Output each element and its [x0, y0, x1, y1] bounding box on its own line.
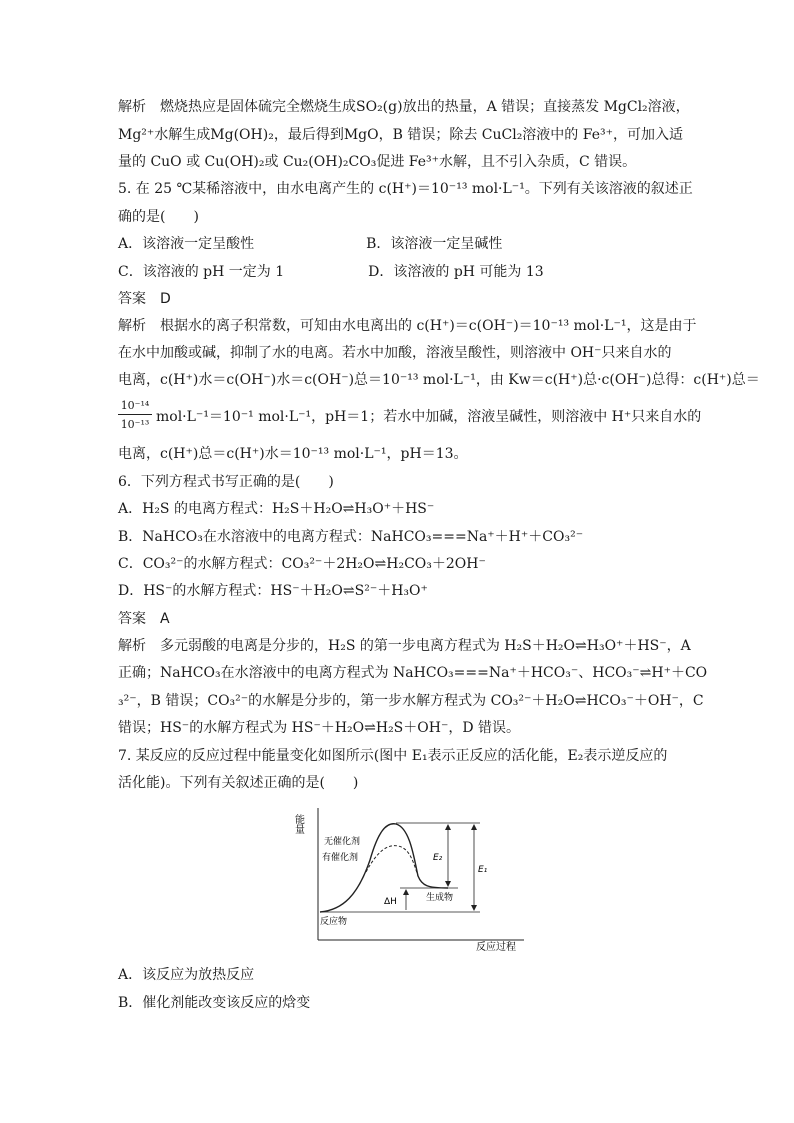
- question-5-stem: 5. 在 25 ℃某稀溶液中，由水电离产生的 c(H⁺)＝10⁻¹³ mol·L⁻¹。下列有关该溶液的叙述正: [118, 181, 693, 197]
- answer-label: 答案 D: [118, 291, 171, 307]
- e2-arrow-head-bottom: [445, 881, 451, 887]
- question-7-stem: 7. 某反应的反应过程中能量变化如图所示(图中 E₁表示正反应的活化能，E₂表示逆反应的: [118, 748, 668, 764]
- question-5-options: C．该溶液的 pH 一定为 1 D．该溶液的 pH 可能为 13: [118, 264, 544, 280]
- e1-arrow-head-bottom: [471, 905, 477, 911]
- analysis-line: 错误；HS⁻的水解方程式为 HS⁻＋H₂O⇌H₂S＋OH⁻，D 错误。: [118, 720, 521, 736]
- fraction-numerator: 10⁻¹⁴: [120, 399, 150, 412]
- question-7-option-b: B．催化剂能改变该反应的焓变: [118, 995, 311, 1011]
- text-line: Mg²⁺水解生成Mg(OH)₂，最后得到MgO，B 错误；除去 CuCl₂溶液中的 Fe³⁺，可加入适: [118, 127, 683, 143]
- question-6-option-b: B．NaHCO₃在水溶液中的电离方程式：NaHCO₃===Na⁺＋H⁺＋CO₃²⁻: [118, 529, 584, 545]
- y-axis-label: 能量: [292, 814, 304, 834]
- e1-label: E₁: [478, 865, 488, 875]
- e1-arrow-head-top: [471, 824, 477, 830]
- analysis-line: 电离，c(H⁺)水＝c(OH⁻)水＝c(OH⁻)总＝10⁻¹³ mol·L⁻¹，由 Kw＝c(H⁺)总·c(OH⁻)总得：c(H⁺)总＝: [118, 372, 760, 388]
- question-6-option-a: A．H₂S 的电离方程式：H₂S＋H₂O⇌H₃O⁺＋HS⁻: [118, 501, 435, 517]
- e2-label: E₂: [433, 853, 443, 863]
- text-line: 解析 燃烧热应是固体硫完全燃烧生成SO₂(g)放出的热量，A 错误；直接蒸发 MgCl₂溶液，: [118, 99, 690, 115]
- question-6-option-d: D．HS⁻的水解方程式：HS⁻＋H₂O⇌S²⁻＋H₃O⁺: [118, 583, 428, 599]
- text-line: 量的 CuO 或 Cu(OH)₂或 Cu₂(OH)₂CO₃促进 Fe³⁺水解，且不引入杂质，C 错误。: [118, 154, 637, 170]
- question-7-stem: 活化能)。下列有关叙述正确的是( ): [118, 775, 359, 791]
- question-6-option-c: C．CO₃²⁻的水解方程式：CO₃²⁻＋2H₂O⇌H₂CO₃＋2OH⁻: [118, 556, 486, 572]
- analysis-line: mol·L⁻¹＝10⁻¹ mol·L⁻¹，pH＝1；若水中加碱，溶液呈碱性，则溶液中 H⁺只来自水的: [156, 409, 702, 425]
- reactants-label: 反应物: [320, 917, 348, 927]
- analysis-line: 电离，c(H⁺)总＝c(H⁺)水＝10⁻¹³ mol·L⁻¹，pH＝13。: [118, 446, 468, 462]
- delta-h-arrow-head: [403, 889, 409, 895]
- energy-diagram: [288, 800, 536, 952]
- fraction-denominator: 10⁻¹³: [120, 418, 150, 431]
- products-label: 生成物: [426, 893, 454, 903]
- label-no-catalyst: 无催化剂: [324, 837, 361, 847]
- curve-with-catalyst: [366, 846, 418, 876]
- label-with-catalyst: 有催化剂: [322, 853, 359, 863]
- question-7-option-a: A．该反应为放热反应: [118, 967, 255, 983]
- analysis-line: 在水中加酸或碱，抑制了水的电离。若水中加酸，溶液呈酸性，则溶液中 OH⁻只来自水的: [118, 345, 672, 361]
- x-axis-label: 反应过程: [476, 942, 516, 952]
- analysis-line: 解析 根据水的离子积常数，可知由水电离出的 c(H⁺)＝c(OH⁻)＝10⁻¹³ mol·L⁻¹，这是由于: [118, 318, 697, 334]
- answer-label: 答案 A: [118, 611, 170, 627]
- analysis-line: 正确；NaHCO₃在水溶液中的电离方程式为 NaHCO₃===Na⁺＋HCO₃⁻、HCO₃⁻⇌H⁺＋CO: [118, 665, 708, 681]
- delta-h-label: ΔH: [384, 897, 397, 907]
- question-6-stem: 6．下列方程式书写正确的是( ): [118, 474, 334, 490]
- question-5-options: A．该溶液一定呈酸性 B．该溶液一定呈碱性: [118, 236, 503, 252]
- e2-arrow-head-top: [445, 824, 451, 830]
- analysis-line: ₃²⁻，B 错误；CO₃²⁻的水解是分步的，第一步水解方程式为 CO₃²⁻＋H₂O⇌HCO₃⁻＋OH⁻，C: [118, 693, 704, 709]
- analysis-line: 解析 多元弱酸的电离是分步的，H₂S 的第一步电离方程式为 H₂S＋H₂O⇌H₃O⁺＋HS⁻，A: [118, 638, 691, 654]
- fraction-bar: [118, 414, 152, 415]
- question-5-stem: 确的是( ): [118, 209, 199, 225]
